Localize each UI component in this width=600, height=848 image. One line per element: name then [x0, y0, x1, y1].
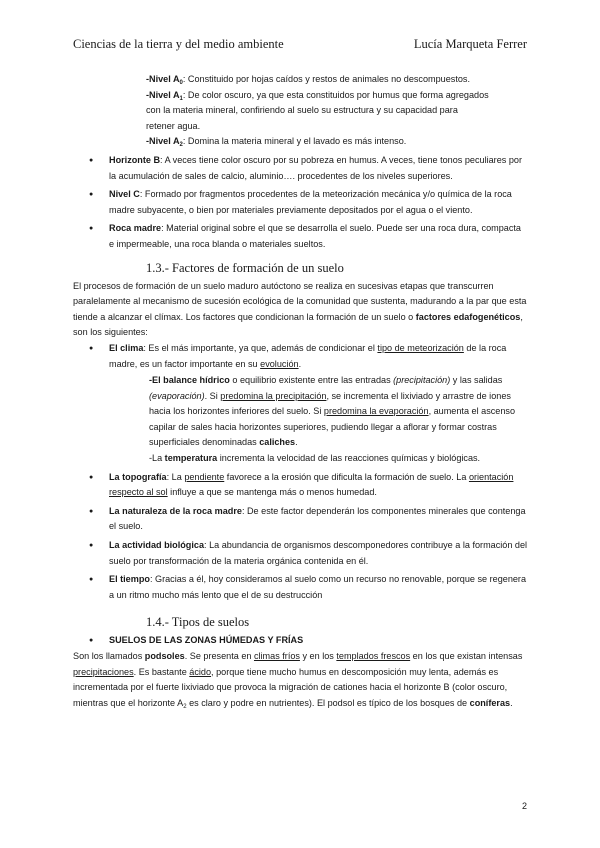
level-a2: -Nivel $A_2$: Domina la materia mineral y el lavado es más intenso.	[146, 136, 407, 149]
level-a0: -Nivel $A_0$: Constituido por hojas caídos y restos de animales no descompuestos.	[146, 74, 470, 86]
list-item: ● Horizonte B: A veces tiene color oscuro por su pobreza en humus. A veces, tiene tonos peculiares por la acumulación de sales de calcio, aluminio…. procedentes de los niveles superiores.	[73, 153, 528, 184]
temperatura: -La temperatura incrementa la velocidad de las reacciones químicas y biológicas.	[149, 453, 481, 464]
page-number: 2	[521, 801, 527, 811]
section-1-3-intro: El procesos de formación de un suelo maduro autóctono se realiza en sucesivas etapas que transcurren paralelamente al mecanismo de sucesión ecológica de la comunidad que sustenta, madurando a la par que esta tiende a alcanzar el clímax. Los factores que condicionan la formación de un suelo o factores edafogenéticos, son los siguientes:	[73, 280, 527, 338]
level-a1-line3: retener agua.	[146, 120, 201, 131]
list-item-roca-madre: ● La naturaleza de la roca madre: De este factor dependerán los componentes minerales que contenga el suelo.	[73, 504, 528, 535]
list-item-tiempo: ● El tiempo: Gracias a él, hoy consideramos al suelo como un recurso no renovable, porque se regenera a un ritmo mucho más lento que el de su destrucción	[73, 572, 528, 603]
section-heading-1-3: 1.3.- Factores de formación de un suelo	[146, 260, 344, 275]
document-body	[73, 72, 528, 711]
horizon-list	[73, 153, 528, 253]
section-heading-1-4: 1.4.- Tipos de suelos	[146, 615, 250, 630]
balance-hidrico: -El balance hídrico o equilibrio existente entre las entradas (precipitación) y las salidas (evaporación). Si predomina la precipitación, se incrementa el lixiviado y arrastre de iones hacia los horizontes inferiores del suelo. Si predomina la evaporación, aumenta el ascenso capilar de sales hacia horizontes superiores, pudiendo llegar a aflorar y formar costras superficiales denominadas caliches.	[149, 375, 516, 448]
list-item-topografia: ● La topografía: La pendiente favorece a la erosión que dificulta la formación de suelo. La orientación respecto al sol influye a que se mantenga más o menos humedad.	[73, 470, 528, 501]
list-item-clima: ● El clima: Es el más importante, ya que, además de condicionar el tipo de meteorización de la roca madre, es un factor importante en su evolución. -El balance hídrico o equilibrio existente entre las entradas (precipitación) y las salidas (evaporación). Si predomina la precipitación, se incrementa el lixiviado y arrastre de iones hacia los horizontes inferiores del suelo. Si predomina la evaporación, aumenta el ascenso capilar de sales hacia horizontes superiores, pudiendo llegar a aflorar y formar costras superficiales denominadas caliches. -La temperatura incrementa la velocidad de las reacciones químicas y biológicas.	[73, 341, 528, 467]
factor-list	[73, 341, 528, 604]
level-a1: -Nivel $A_1$: De color oscuro, ya que esta constituidos por humus que forma agregados	[146, 89, 489, 102]
course-title: Ciencias de la tierra y del medio ambiente	[73, 37, 284, 51]
author-name: Lucía Marqueta Ferrer	[413, 37, 527, 51]
list-item: ● Nivel C: Formado por fragmentos procedentes de la meteorización mecánica y/o química de la roca madre subyacente, o bien por materiales previamente depositados por el agua o el viento.	[73, 187, 528, 218]
list-item-actividad-biologica: ● La actividad biológica: La abundancia de organismos descomponedores contribuye a la formación del suelo por transformación de la materia orgánica contenida en él.	[73, 538, 528, 569]
soil-levels	[73, 72, 528, 150]
page-header	[73, 37, 527, 55]
level-a1-line2: con la materia mineral, confiriendo al suelo su estructura y su capacidad para	[146, 105, 458, 116]
list-item: ● Roca madre: Material original sobre el que se desarrolla el suelo. Puede ser una roca dura, compacta e impermeable, una roca blanda o materiales sueltos.	[73, 221, 528, 252]
subheading-zonas-humedas: ● SUELOS DE LAS ZONAS HÚMEDAS Y FRÍAS	[73, 633, 528, 649]
podsol-paragraph: Son los llamados podsoles. Se presenta en climas fríos y en los templados frescos en los que existan intensas precipitaciones. Es bastante ácido, porque tiene mucho humus en descomposición muy lenta, además es incrementada por el fuerte lixiviado que provoca la migración de cationes hacia el horizonte B (color oscuro, mientras que el horizonte $A_2$ es claro y podre en nutrientes). El podsol es típico de los bosques de coníferas.	[73, 651, 523, 710]
